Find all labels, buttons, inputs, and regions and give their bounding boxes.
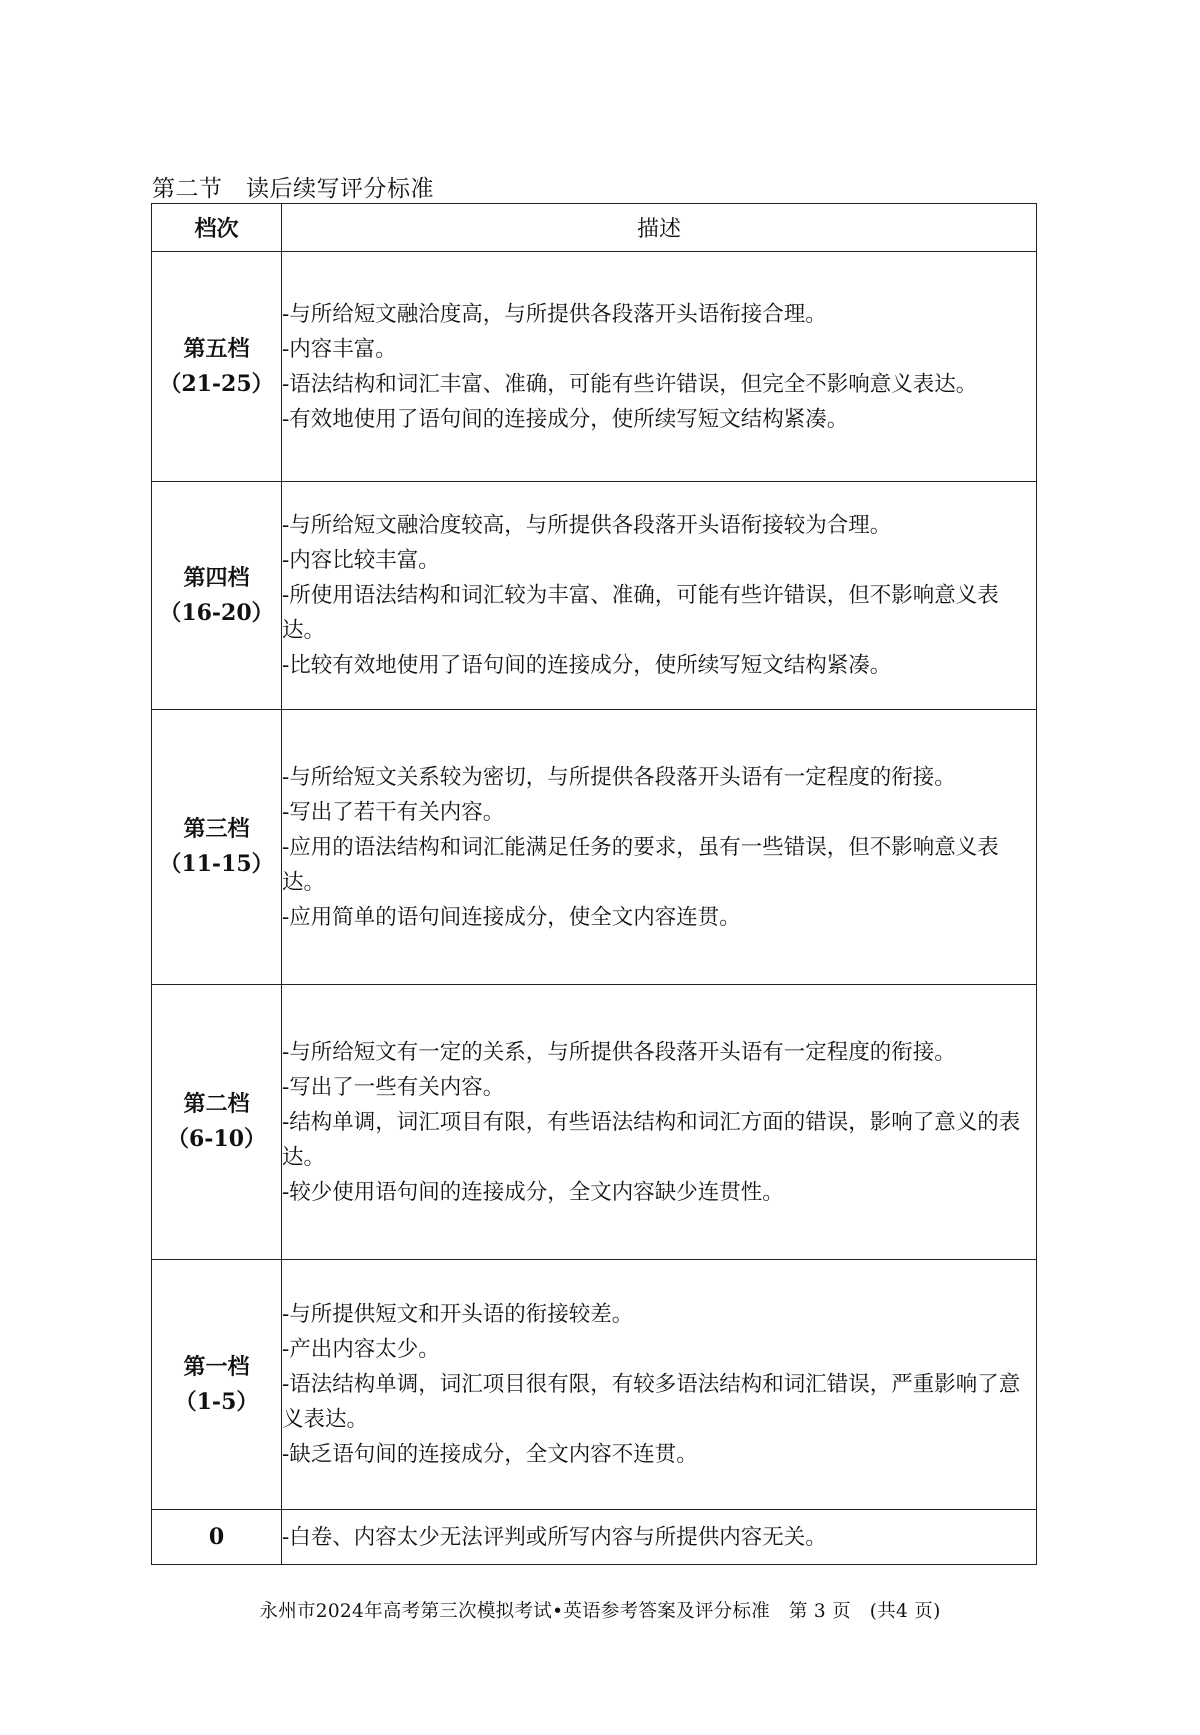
description-cell (282, 1510, 1037, 1565)
description-cell (282, 482, 1037, 710)
level-cell (152, 1260, 282, 1510)
level-cell (152, 252, 282, 482)
table-row (152, 1510, 1037, 1565)
description-line: -所使用语法结构和词汇较为丰富、准确，可能有些许错误，但不影响意义表达。 (282, 583, 999, 643)
description-line: -内容丰富。 (282, 336, 397, 362)
description-line: -应用简单的语句间连接成分，使全文内容连贯。 (282, 904, 741, 930)
level-range: （11-15） (159, 851, 274, 877)
level-cell (152, 985, 282, 1260)
level-range: （21-25） (159, 370, 274, 397)
table-row (152, 985, 1037, 1260)
level-range: （6-10） (166, 1126, 267, 1152)
level-name: 第三档 (183, 816, 250, 842)
description-line: -写出了若干有关内容。 (282, 799, 505, 825)
table-header-row (152, 204, 1037, 252)
description-line: -与所提供短文和开头语的衔接较差。 (282, 1302, 634, 1327)
grading-table (151, 203, 1037, 1565)
description-line: -有效地使用了语句间的连接成分，使所续写短文结构紧凑。 (282, 406, 849, 432)
section-title: 第二节 读后续写评分标准 (152, 176, 434, 202)
level-name: 第五档 (183, 335, 250, 362)
description-line: -语法结构和词汇丰富、准确，可能有些许错误，但完全不影响意义表达。 (282, 371, 978, 397)
table-row (152, 1260, 1037, 1510)
level-cell (152, 710, 282, 985)
level-name: 0 (208, 1523, 225, 1550)
description-line: -较少使用语句间的连接成分，全文内容缺少连贯性。 (282, 1179, 784, 1205)
description-line: -缺乏语句间的连接成分，全文内容不连贯。 (282, 1442, 698, 1467)
table-row (152, 482, 1037, 710)
description-line: -结构单调，词汇项目有限，有些语法结构和词汇方面的错误，影响了意义的表达。 (282, 1109, 1021, 1170)
description-line: -与所给短文关系较为密切，与所提供各段落开头语有一定程度的衔接。 (282, 764, 956, 790)
level-column-header: 档次 (152, 204, 282, 252)
description-cell (282, 985, 1037, 1260)
level-range: （1-5） (174, 1388, 259, 1415)
level-name: 第一档 (183, 1353, 250, 1380)
description-line: -产出内容太少。 (282, 1337, 440, 1362)
level-name: 第二档 (183, 1091, 250, 1117)
description-line: -比较有效地使用了语句间的连接成分，使所续写短文结构紧凑。 (282, 653, 892, 678)
description-line: -写出了一些有关内容。 (282, 1074, 505, 1100)
description-cell (282, 710, 1037, 985)
table-row (152, 252, 1037, 482)
level-cell (152, 482, 282, 710)
level-name: 第四档 (183, 564, 250, 591)
description-line: -语法结构单调，词汇项目很有限，有较多语法结构和词汇错误，严重影响了意义表达。 (282, 1372, 1021, 1432)
description-line: -应用的语法结构和词汇能满足任务的要求，虽有一些错误，但不影响意义表达。 (282, 834, 999, 895)
description-cell (282, 252, 1037, 482)
description-line: -白卷、内容太少无法评判或所写内容与所提供内容无关。 (282, 1524, 827, 1550)
description-column-header: 描述 (282, 204, 1037, 252)
description-line: -与所给短文融洽度较高，与所提供各段落开头语衔接较为合理。 (282, 513, 892, 538)
description-line: -与所给短文有一定的关系，与所提供各段落开头语有一定程度的衔接。 (282, 1039, 956, 1065)
description-line: -内容比较丰富。 (282, 548, 440, 573)
description-line: -与所给短文融洽度高，与所提供各段落开头语衔接合理。 (282, 301, 827, 327)
page-footer: 永州市2024年高考第三次模拟考试•英语参考答案及评分标准 第 3 页 (共4 页) (259, 1601, 941, 1622)
table-row (152, 710, 1037, 985)
level-range: （16-20） (159, 599, 274, 626)
description-cell (282, 1260, 1037, 1510)
level-cell (152, 1510, 282, 1565)
